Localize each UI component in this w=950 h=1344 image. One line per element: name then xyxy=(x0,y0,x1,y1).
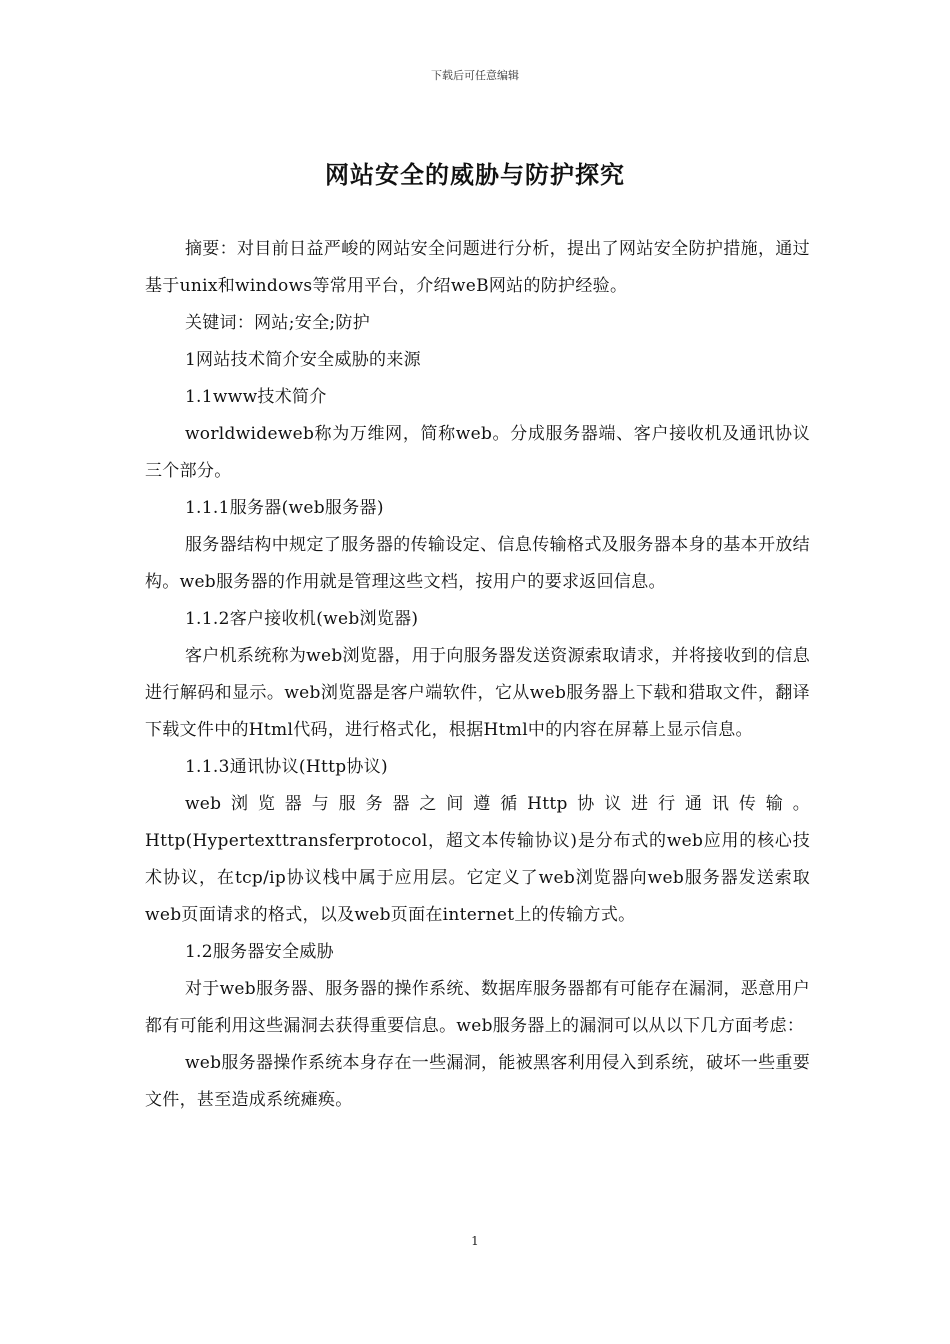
section-heading-1: 1网站技术简介安全威胁的来源 xyxy=(184,350,421,370)
abstract-paragraph: 摘要：对目前日益严峻的网站安全问题进行分析，提出了网站安全防护措施，通过基于unix和windows等常用平台，介绍weB网站的防护经验。 xyxy=(145,239,810,296)
section-heading-1-2: 1.2服务器安全威胁 xyxy=(184,942,334,962)
paragraph-server: 服务器结构中规定了服务器的传输设定、信息传输格式及服务器本身的基本开放结构。web服务器的作用就是管理这些文档，按用户的要求返回信息。 xyxy=(145,535,810,592)
paragraph-os-vulnerability: web服务器操作系统本身存在一些漏洞，能被黑客利用侵入到系统，破坏一些重要文件，甚至造成系统瘫痪。 xyxy=(145,1053,810,1110)
keywords-line: 关键词：网站;安全;防护 xyxy=(184,313,370,333)
paragraph-browser: 客户机系统称为web浏览器，用于向服务器发送资源索取请求，并将接收到的信息进行解码和显示。web浏览器是客户端软件，它从web服务器上下载和猎取文件，翻译下载文件中的Html代码，进行格式化，根据Html中的内容在屏幕上显示信息。 xyxy=(145,646,810,740)
page-number: 1 xyxy=(471,1234,479,1248)
paragraph-http: web浏览器与服务器之间遵循Http协议进行通讯传输。Http(Hypertexttransferprotocol，超文本传输协议)是分布式的web应用的核心技术协议，在tcp/ip协议栈中属于应用层。它定义了web浏览器向web服务器发送索取web页面请求的格式，以及web页面在internet上的传输方式。 xyxy=(145,794,810,925)
section-heading-1-1-2: 1.1.2客户接收机(web浏览器) xyxy=(184,609,419,629)
document-body xyxy=(145,231,810,1119)
paragraph-server-threats: 对于web服务器、服务器的操作系统、数据库服务器都有可能存在漏洞，恶意用户都有可能利用这些漏洞去获得重要信息。web服务器上的漏洞可以从以下几方面考虑： xyxy=(145,979,810,1036)
section-heading-1-1-1: 1.1.1服务器(web服务器) xyxy=(184,498,384,518)
document-title: 网站安全的威胁与防护探究 xyxy=(325,160,625,189)
section-heading-1-1: 1.1www技术简介 xyxy=(184,387,327,407)
section-heading-1-1-3: 1.1.3通讯协议(Http协议) xyxy=(184,757,388,777)
paragraph-www-intro: worldwideweb称为万维网，简称web。分成服务器端、客户接收机及通讯协议三个部分。 xyxy=(145,424,810,481)
page-header-note: 下载后可任意编辑 xyxy=(431,69,519,82)
